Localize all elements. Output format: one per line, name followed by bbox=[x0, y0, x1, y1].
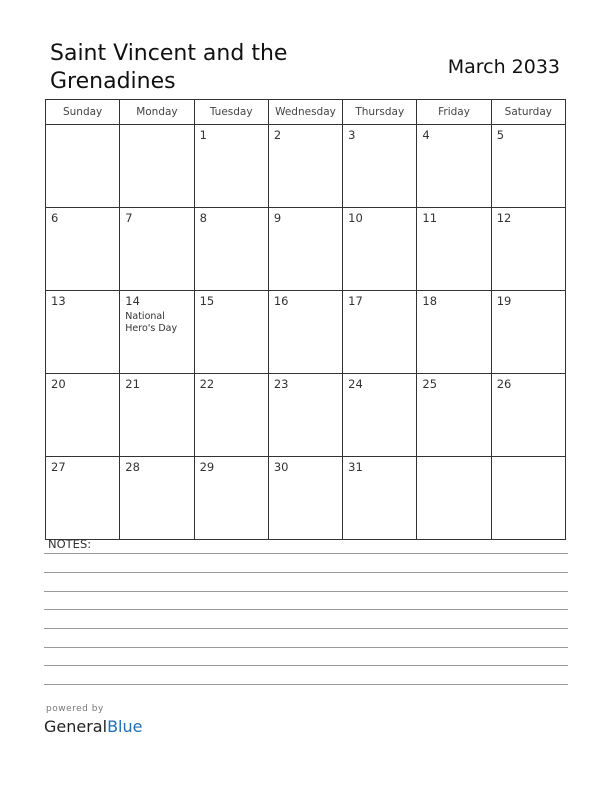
day-cell bbox=[417, 125, 491, 208]
day-cell bbox=[194, 208, 268, 291]
day-cell bbox=[46, 208, 120, 291]
day-number: 1 bbox=[199, 128, 207, 142]
day-number: 8 bbox=[199, 211, 207, 225]
day-number: 16 bbox=[273, 294, 289, 308]
day-number: 30 bbox=[273, 460, 289, 474]
day-cell bbox=[343, 374, 417, 457]
weekday-tuesday: Tuesday bbox=[194, 100, 268, 125]
calendar-title: Saint Vincent and the Grenadines bbox=[50, 41, 288, 94]
day-cell bbox=[120, 374, 194, 457]
day-cell bbox=[46, 457, 120, 540]
day-cell bbox=[194, 291, 268, 374]
powered-by-text: powered by bbox=[46, 704, 104, 714]
notes-line bbox=[44, 609, 568, 610]
day-cell bbox=[120, 457, 194, 540]
day-cell bbox=[417, 291, 491, 374]
day-number: 12 bbox=[496, 211, 512, 225]
notes-line bbox=[44, 628, 568, 629]
day-number: 9 bbox=[273, 211, 282, 225]
day-cell bbox=[46, 374, 120, 457]
notes-line bbox=[44, 647, 568, 648]
day-cell bbox=[343, 457, 417, 540]
day-cell bbox=[491, 291, 565, 374]
day-cell bbox=[268, 457, 342, 540]
generalblue-logo bbox=[44, 717, 142, 736]
weekday-wednesday: Wednesday bbox=[268, 100, 342, 125]
weekday-saturday: Saturday bbox=[491, 100, 565, 125]
day-number: 25 bbox=[422, 377, 438, 391]
day-cell bbox=[46, 125, 120, 208]
day-cell bbox=[491, 457, 565, 540]
day-number: 11 bbox=[422, 211, 438, 225]
notes-line bbox=[44, 665, 568, 666]
day-number: 13 bbox=[51, 294, 66, 308]
day-number: 26 bbox=[496, 377, 512, 391]
day-number: 17 bbox=[348, 294, 363, 308]
day-cell bbox=[417, 457, 491, 540]
day-cell bbox=[120, 291, 194, 374]
notes-line bbox=[44, 591, 568, 592]
notes-line bbox=[44, 572, 568, 573]
notes-line bbox=[44, 553, 568, 554]
day-cell bbox=[417, 374, 491, 457]
brand-general: General bbox=[44, 717, 108, 736]
day-number: 22 bbox=[199, 377, 215, 391]
day-cell bbox=[120, 208, 194, 291]
day-number: 3 bbox=[348, 128, 356, 142]
day-cell bbox=[46, 291, 120, 374]
weekday-thursday: Thursday bbox=[343, 100, 417, 125]
week-row bbox=[46, 291, 566, 374]
notes-label: NOTES: bbox=[48, 537, 92, 551]
holiday-label: National Hero's Day bbox=[125, 311, 178, 334]
day-number: 6 bbox=[51, 211, 59, 225]
day-cell bbox=[194, 125, 268, 208]
day-number: 4 bbox=[422, 128, 430, 142]
week-row bbox=[46, 457, 566, 540]
week-row bbox=[46, 125, 566, 208]
day-number: 29 bbox=[199, 460, 215, 474]
weekday-sunday: Sunday bbox=[46, 100, 120, 125]
day-number: 18 bbox=[422, 294, 438, 308]
day-cell bbox=[268, 208, 342, 291]
day-number: 7 bbox=[125, 211, 133, 225]
day-number: 20 bbox=[51, 377, 66, 391]
day-cell bbox=[120, 125, 194, 208]
day-number: 5 bbox=[496, 128, 505, 142]
brand-blue: Blue bbox=[107, 717, 143, 736]
day-number: 10 bbox=[348, 211, 363, 225]
day-number: 19 bbox=[496, 294, 512, 308]
day-number: 24 bbox=[348, 377, 363, 391]
day-cell bbox=[491, 208, 565, 291]
day-number: 15 bbox=[199, 294, 215, 308]
day-cell bbox=[343, 291, 417, 374]
day-number: 23 bbox=[273, 377, 289, 391]
day-cell bbox=[194, 374, 268, 457]
day-cell bbox=[268, 291, 342, 374]
day-number: 21 bbox=[125, 377, 140, 391]
week-row bbox=[46, 208, 566, 291]
day-cell bbox=[268, 125, 342, 208]
day-number: 31 bbox=[348, 460, 363, 474]
weekday-friday: Friday bbox=[417, 100, 491, 125]
day-number: 14 bbox=[125, 294, 140, 308]
day-number: 27 bbox=[51, 460, 66, 474]
calendar-grid bbox=[45, 99, 566, 540]
day-number: 2 bbox=[273, 128, 282, 142]
day-cell bbox=[417, 208, 491, 291]
day-cell bbox=[268, 374, 342, 457]
day-cell bbox=[491, 125, 565, 208]
day-number: 28 bbox=[125, 460, 140, 474]
day-cell bbox=[194, 457, 268, 540]
month-year: March 2033 bbox=[447, 56, 560, 78]
weekday-monday: Monday bbox=[120, 100, 194, 125]
weekday-header-row bbox=[46, 100, 566, 125]
day-cell bbox=[343, 125, 417, 208]
day-cell bbox=[343, 208, 417, 291]
week-row bbox=[46, 374, 566, 457]
day-cell bbox=[491, 374, 565, 457]
notes-line bbox=[44, 684, 568, 685]
